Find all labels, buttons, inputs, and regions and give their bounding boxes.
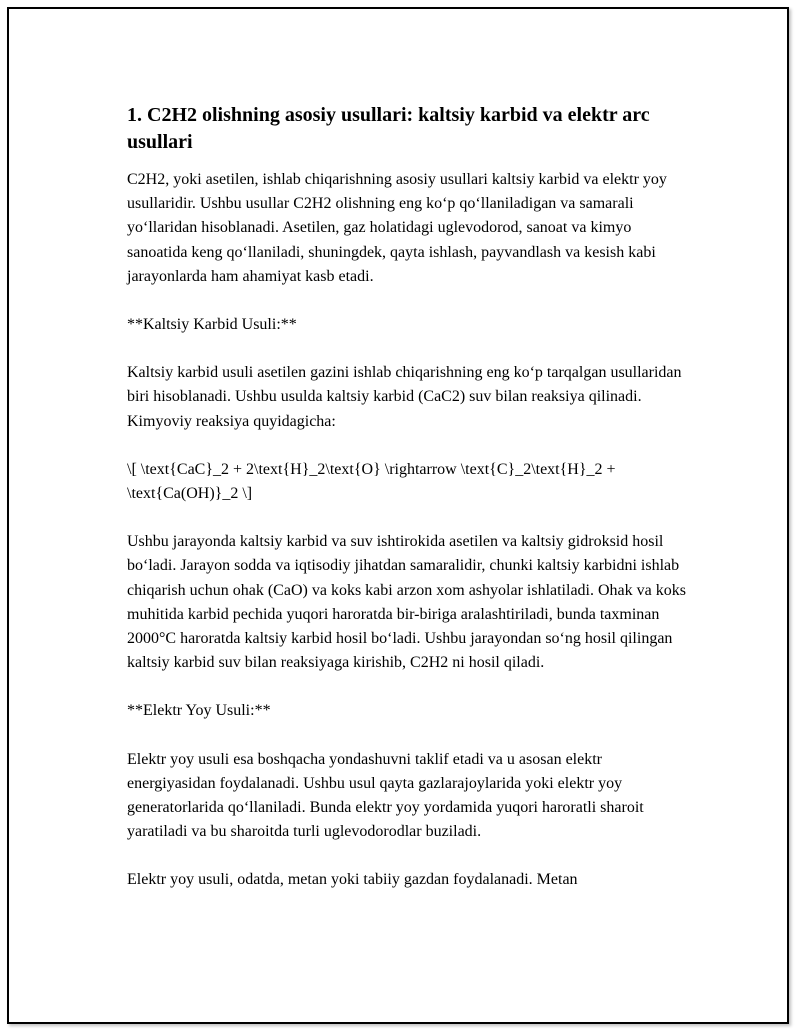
- reaction-equation: \[ \text{CaC}_2 + 2\text{H}_2\text{O} \rightarrow \text{C}_2\text{H}_2 + \text{Ca(OH)}_2 \]: [127, 460, 616, 503]
- paragraph-elektr-yoy: Elektr yoy usuli esa boshqacha yondashuvni taklif etadi va u asosan elektr energiyasidan foydalanadi. Ushbu usul qayta gazlarajoylarida yoki elektr yoy generatorlarida qoʻllaniladi. Bunda elektr yoy yordamida yuqori haroratli sharoit yaratiladi va bu sharoitda turli uglevodorodlar buziladi.: [127, 750, 644, 841]
- section-heading: 1. C2H2 olishning asosiy usullari: kaltsiy karbid va elektr arc usullari: [127, 104, 650, 153]
- subheading-kaltsiy-karbid: **Kaltsiy Karbid Usuli:**: [127, 316, 297, 334]
- subheading-elektr-yoy: **Elektr Yoy Usuli:**: [127, 702, 271, 720]
- paragraph-process: Ushbu jarayonda kaltsiy karbid va suv ishtirokida asetilen va kaltsiy gidroksid hosil boʻladi. Jarayon sodda va iqtisodiy jihatdan samaralidir, chunki kaltsiy karbidni ishlab chiqarish uchun ohak (CaO) va koks kabi arzon xom ashyolar ishlatiladi. Ohak va koks muhitida karbid pechida yuqori haroratda bir-biriga aralashtiriladi, bunda taxminan 2000°C haroratda kaltsiy karbid hosil boʻladi. Ushbu jarayondan soʻng hosil qilingan kaltsiy karbid suv bilan reaksiyaga kirishib, C2H2 ni hosil qiladi.: [127, 533, 686, 672]
- document-body: [127, 102, 689, 893]
- paragraph-intro: C2H2, yoki asetilen, ishlab chiqarishning asosiy usullari kaltsiy karbid va elektr yoy usullaridir. Ushbu usullar C2H2 olishning eng koʻp qoʻllaniladigan va samarali yoʻllaridan hisoblanadi. Asetilen, gaz holatidagi uglevodorod, sanoat va kimyo sanoatida keng qoʻllaniladi, shuningdek, qayta ishlash, payvandlash va kesish kabi jarayonlarda ham ahamiyat kasb etadi.: [127, 171, 667, 285]
- document-page: [7, 7, 789, 1024]
- paragraph-kaltsiy-karbid: Kaltsiy karbid usuli asetilen gazini ishlab chiqarishning eng koʻp tarqalgan usullaridan biri hisoblanadi. Ushbu usulda kaltsiy karbid (CaC2) suv bilan reaksiya qilinadi. Kimyoviy reaksiya quyidagicha:: [127, 364, 682, 430]
- paragraph-metan: Elektr yoy usuli, odatda, metan yoki tabiiy gazdan foydalanadi. Metan: [127, 871, 578, 889]
